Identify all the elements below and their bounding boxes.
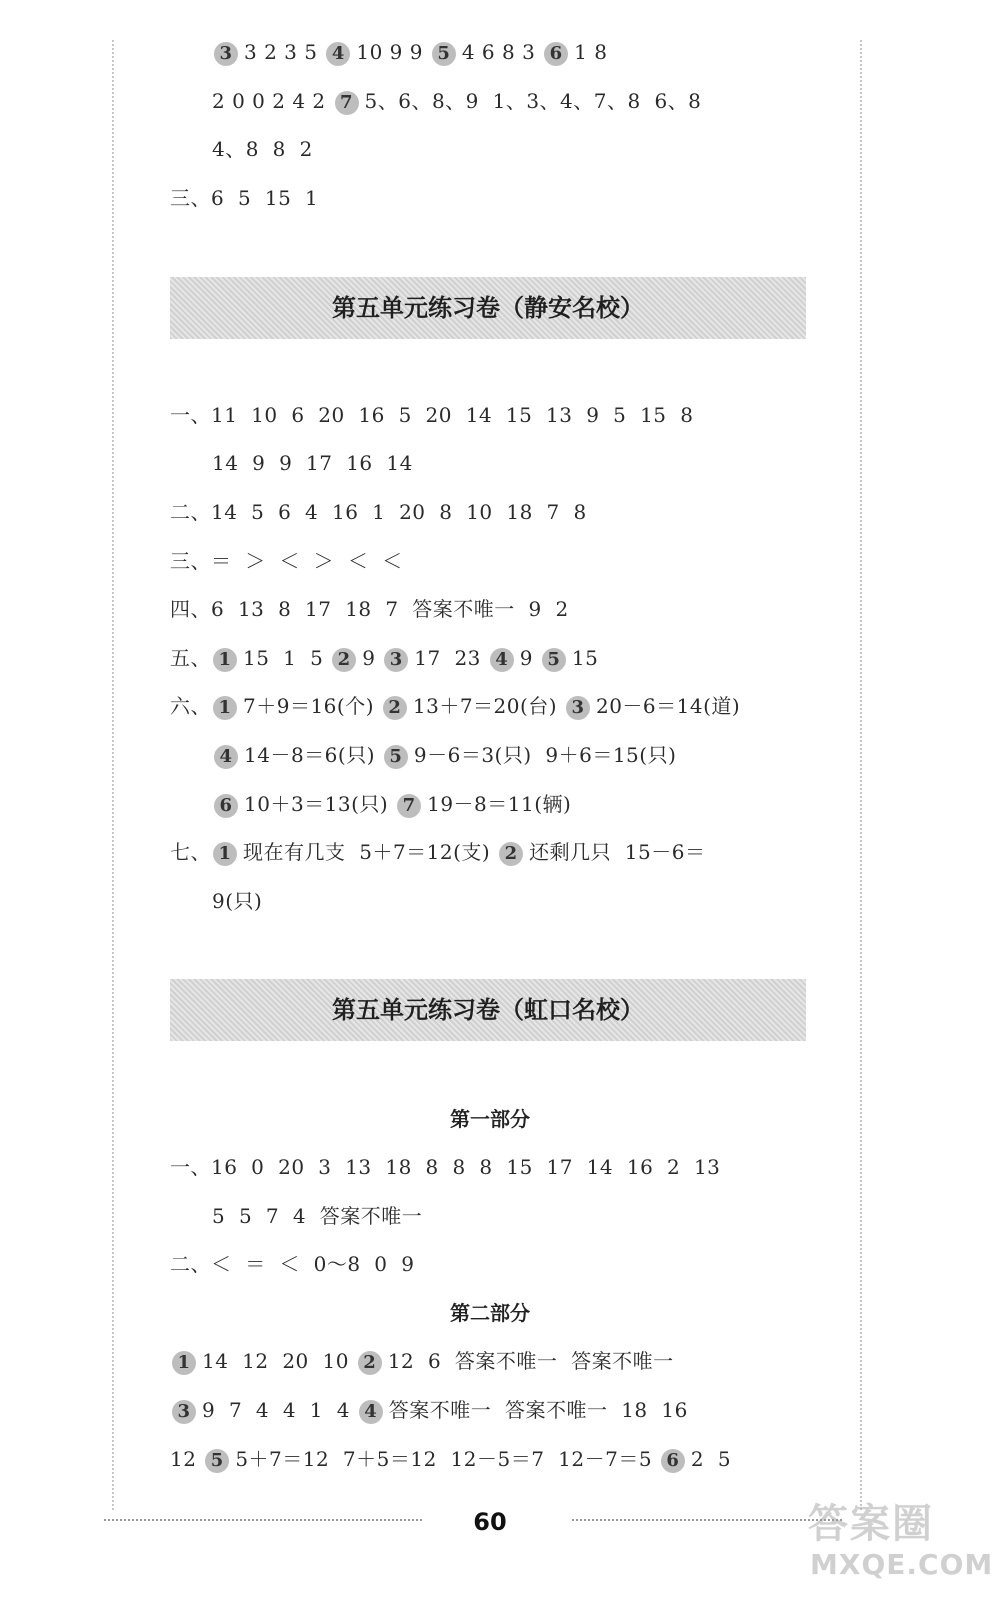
answer-text: 13＋7＝20(台): [412, 694, 558, 718]
answer-text: 9: [519, 646, 533, 670]
answer-text: 3 2 3 5: [244, 40, 318, 64]
answer-text: 5＋7＝12 7＋5＝12 12－5＝7 12－7＝5: [235, 1447, 653, 1471]
answer-text: 12 6 答案不唯一 答案不唯一: [387, 1349, 674, 1373]
answer-text: 10 9 9: [356, 40, 423, 64]
circled-number: 1: [213, 696, 237, 720]
circled-number: 3: [172, 1400, 196, 1424]
section-title-banner: 第五单元练习卷（静安名校）: [170, 277, 806, 339]
circled-number: 4: [326, 42, 350, 66]
question-prefix: 五、: [170, 646, 211, 670]
answer-text: 答案不唯一 答案不唯一 18 16: [388, 1398, 688, 1422]
answer-text: 2 0 0 2 4 2: [212, 89, 326, 113]
question-prefix: 七、: [170, 840, 211, 864]
answer-line: [170, 395, 850, 435]
circled-number: 2: [383, 696, 407, 720]
circled-number: 5: [542, 648, 566, 672]
answer-text: 12: [170, 1447, 197, 1471]
footer-rule-left: [104, 1519, 422, 1521]
circled-number: 7: [335, 91, 359, 115]
circled-number: 1: [172, 1351, 196, 1375]
answer-line: [212, 443, 892, 483]
answer-line: [170, 1341, 850, 1381]
watermark-logo-text: 答案圈: [808, 1501, 934, 1547]
answer-line: [170, 1390, 850, 1430]
section-title-banner: 第五单元练习卷（虹口名校）: [170, 979, 806, 1041]
answer-text: 1 8: [574, 40, 608, 64]
answer-line: [212, 129, 892, 169]
circled-number: 7: [397, 794, 421, 818]
answer-text: 三、6 5 15 1: [170, 186, 319, 210]
answer-text: 2 5: [690, 1447, 732, 1471]
answer-text: 15: [571, 646, 599, 670]
circled-number: 5: [384, 745, 408, 769]
footer-rule-right: [572, 1519, 842, 1521]
answer-text: 14－8＝6(只): [244, 743, 376, 767]
answer-line: [212, 32, 892, 72]
page-number: 60: [473, 1508, 507, 1536]
answer-text: 14 12 20 10: [202, 1349, 349, 1373]
answer-line: [170, 1244, 850, 1284]
margin-line-left: [112, 40, 114, 1510]
answer-text: 14 9 9 17 16 14: [212, 451, 413, 475]
circled-number: 1: [213, 842, 237, 866]
circled-number: 6: [214, 794, 238, 818]
answer-text: 还剩几只 15－6＝: [529, 840, 706, 864]
answer-text: 9－6＝3(只) 9＋6＝15(只): [413, 743, 677, 767]
answer-text: 7＋9＝16(个): [243, 694, 375, 718]
part-heading: 第一部分: [450, 1107, 530, 1131]
answer-line: [212, 881, 892, 921]
answer-text: 一、16 0 20 3 13 18 8 8 8 15 17 14 16 2 13: [170, 1155, 721, 1179]
answer-text: 19－8＝11(辆): [427, 792, 572, 816]
question-prefix: 六、: [170, 694, 211, 718]
answer-line: [170, 492, 850, 532]
answer-text: 三、＝ ＞ ＜ ＞ ＜ ＜: [170, 549, 403, 573]
answer-text: 5 5 7 4 答案不唯一: [212, 1204, 423, 1228]
answer-text: 17 23: [414, 646, 481, 670]
circled-number: 4: [490, 648, 514, 672]
circled-number: 6: [544, 42, 568, 66]
circled-number: 4: [359, 1400, 383, 1424]
answer-text: 9: [362, 646, 376, 670]
answer-text: 20－6＝14(道): [595, 694, 741, 718]
circled-number: 3: [384, 648, 408, 672]
answer-text: 9 7 4 4 1 4: [202, 1398, 350, 1422]
answer-line: [170, 178, 850, 218]
answer-line: [212, 1196, 892, 1236]
part-heading: 第二部分: [450, 1301, 530, 1325]
circled-number: 1: [213, 648, 237, 672]
circled-number: 3: [214, 42, 238, 66]
answer-line: [170, 638, 850, 678]
answer-line: [170, 589, 850, 629]
answer-text: 4、8 8 2: [212, 137, 313, 161]
answer-text: 二、＜ ＝ ＜ 0～8 0 9: [170, 1252, 415, 1276]
answer-line: [212, 735, 892, 775]
circled-number: 6: [661, 1449, 685, 1473]
answer-text: 一、11 10 6 20 16 5 20 14 15 13 9 5 15 8: [170, 403, 694, 427]
answer-line: [212, 784, 892, 824]
answer-line: [170, 686, 850, 726]
answer-text: 9(只): [212, 889, 263, 913]
answer-line: [212, 81, 892, 121]
circled-number: 2: [332, 648, 356, 672]
answer-text: 5、6、8、9 1、3、4、7、8 6、8: [364, 89, 702, 113]
circled-number: 4: [214, 745, 238, 769]
margin-line-right: [860, 40, 862, 1510]
watermark-url: MXQE.COM: [810, 1548, 994, 1581]
answer-text: 15 1 5: [243, 646, 324, 670]
answer-text: 4 6 8 3: [461, 40, 536, 64]
answer-line: [170, 1147, 850, 1187]
answer-line: [170, 1439, 850, 1479]
answer-line: [170, 832, 850, 872]
answer-text: 四、6 13 8 17 18 7 答案不唯一 9 2: [170, 597, 569, 621]
watermark: [790, 1490, 994, 1590]
answer-line: [170, 541, 850, 581]
answer-text: 现在有几支 5＋7＝12(支): [243, 840, 491, 864]
circled-number: 5: [205, 1449, 229, 1473]
circled-number: 5: [432, 42, 456, 66]
circled-number: 2: [358, 1351, 382, 1375]
circled-number: 2: [499, 842, 523, 866]
answer-text: 10＋3＝13(只): [244, 792, 389, 816]
answer-text: 二、14 5 6 4 16 1 20 8 10 18 7 8: [170, 500, 587, 524]
circled-number: 3: [566, 696, 590, 720]
